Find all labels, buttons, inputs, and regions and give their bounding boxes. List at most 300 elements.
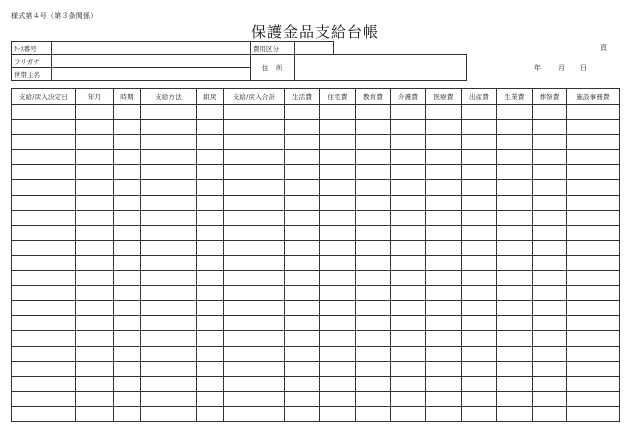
ledger-cell[interactable]	[224, 346, 285, 361]
ledger-cell[interactable]	[567, 120, 620, 135]
ledger-cell[interactable]	[426, 316, 462, 331]
ledger-cell[interactable]	[76, 271, 114, 286]
ledger-cell[interactable]	[497, 301, 533, 316]
ledger-cell[interactable]	[567, 271, 620, 286]
ledger-cell[interactable]	[462, 105, 497, 120]
ledger-cell[interactable]	[76, 255, 114, 270]
ledger-cell[interactable]	[76, 376, 114, 391]
ledger-cell[interactable]	[497, 195, 533, 210]
ledger-cell[interactable]	[114, 240, 141, 255]
ledger-cell[interactable]	[391, 376, 426, 391]
ledger-cell[interactable]	[533, 150, 567, 165]
ledger-cell[interactable]	[76, 240, 114, 255]
ledger-cell[interactable]	[533, 376, 567, 391]
ledger-cell[interactable]	[320, 105, 356, 120]
ledger-cell[interactable]	[12, 361, 76, 376]
ledger-cell[interactable]	[497, 361, 533, 376]
ledger-cell[interactable]	[224, 105, 285, 120]
ledger-cell[interactable]	[141, 240, 197, 255]
ledger-cell[interactable]	[224, 361, 285, 376]
ledger-cell[interactable]	[114, 195, 141, 210]
ledger-cell[interactable]	[224, 165, 285, 180]
ledger-cell[interactable]	[224, 180, 285, 195]
ledger-cell[interactable]	[114, 391, 141, 406]
ledger-cell[interactable]	[567, 165, 620, 180]
ledger-cell[interactable]	[285, 105, 320, 120]
ledger-cell[interactable]	[197, 120, 224, 135]
ledger-cell[interactable]	[462, 210, 497, 225]
ledger-cell[interactable]	[356, 286, 391, 301]
ledger-cell[interactable]	[567, 240, 620, 255]
ledger-cell[interactable]	[12, 346, 76, 361]
ledger-cell[interactable]	[197, 316, 224, 331]
ledger-cell[interactable]	[197, 210, 224, 225]
ledger-cell[interactable]	[426, 225, 462, 240]
ledger-cell[interactable]	[391, 255, 426, 270]
ledger-cell[interactable]	[114, 376, 141, 391]
ledger-cell[interactable]	[12, 210, 76, 225]
ledger-cell[interactable]	[497, 135, 533, 150]
ledger-cell[interactable]	[356, 331, 391, 346]
ledger-cell[interactable]	[76, 180, 114, 195]
ledger-cell[interactable]	[462, 391, 497, 406]
ledger-cell[interactable]	[426, 301, 462, 316]
ledger-cell[interactable]	[567, 376, 620, 391]
ledger-cell[interactable]	[224, 240, 285, 255]
ledger-cell[interactable]	[533, 165, 567, 180]
ledger-cell[interactable]	[320, 195, 356, 210]
ledger-cell[interactable]	[320, 180, 356, 195]
ledger-cell[interactable]	[391, 120, 426, 135]
ledger-cell[interactable]	[114, 331, 141, 346]
ledger-cell[interactable]	[426, 406, 462, 421]
ledger-cell[interactable]	[114, 316, 141, 331]
householder-name-field[interactable]	[52, 68, 251, 81]
ledger-cell[interactable]	[567, 135, 620, 150]
ledger-cell[interactable]	[12, 165, 76, 180]
ledger-cell[interactable]	[320, 240, 356, 255]
ledger-cell[interactable]	[497, 120, 533, 135]
ledger-cell[interactable]	[497, 150, 533, 165]
ledger-cell[interactable]	[224, 120, 285, 135]
ledger-cell[interactable]	[497, 286, 533, 301]
ledger-cell[interactable]	[391, 165, 426, 180]
ledger-cell[interactable]	[533, 105, 567, 120]
ledger-cell[interactable]	[533, 225, 567, 240]
ledger-cell[interactable]	[114, 150, 141, 165]
ledger-cell[interactable]	[533, 195, 567, 210]
ledger-cell[interactable]	[356, 225, 391, 240]
ledger-cell[interactable]	[12, 120, 76, 135]
ledger-cell[interactable]	[285, 165, 320, 180]
ledger-cell[interactable]	[76, 225, 114, 240]
ledger-cell[interactable]	[285, 240, 320, 255]
ledger-cell[interactable]	[462, 240, 497, 255]
ledger-cell[interactable]	[197, 150, 224, 165]
ledger-cell[interactable]	[197, 165, 224, 180]
ledger-cell[interactable]	[320, 255, 356, 270]
ledger-cell[interactable]	[76, 135, 114, 150]
ledger-cell[interactable]	[462, 406, 497, 421]
address-field[interactable]	[295, 55, 467, 81]
ledger-cell[interactable]	[285, 210, 320, 225]
ledger-cell[interactable]	[497, 346, 533, 361]
ledger-cell[interactable]	[567, 301, 620, 316]
ledger-cell[interactable]	[567, 331, 620, 346]
ledger-cell[interactable]	[567, 286, 620, 301]
ledger-cell[interactable]	[391, 240, 426, 255]
ledger-cell[interactable]	[197, 406, 224, 421]
ledger-cell[interactable]	[285, 180, 320, 195]
ledger-cell[interactable]	[426, 255, 462, 270]
ledger-cell[interactable]	[567, 316, 620, 331]
ledger-cell[interactable]	[426, 165, 462, 180]
ledger-cell[interactable]	[391, 150, 426, 165]
ledger-cell[interactable]	[224, 391, 285, 406]
ledger-cell[interactable]	[224, 316, 285, 331]
ledger-cell[interactable]	[114, 286, 141, 301]
ledger-cell[interactable]	[391, 105, 426, 120]
ledger-cell[interactable]	[533, 180, 567, 195]
ledger-cell[interactable]	[12, 225, 76, 240]
ledger-cell[interactable]	[141, 225, 197, 240]
ledger-cell[interactable]	[356, 376, 391, 391]
ledger-cell[interactable]	[391, 331, 426, 346]
ledger-cell[interactable]	[356, 316, 391, 331]
ledger-cell[interactable]	[285, 120, 320, 135]
ledger-cell[interactable]	[320, 391, 356, 406]
ledger-cell[interactable]	[356, 346, 391, 361]
ledger-cell[interactable]	[320, 331, 356, 346]
ledger-cell[interactable]	[462, 346, 497, 361]
ledger-cell[interactable]	[391, 316, 426, 331]
ledger-cell[interactable]	[285, 376, 320, 391]
ledger-cell[interactable]	[114, 271, 141, 286]
ledger-cell[interactable]	[320, 165, 356, 180]
ledger-cell[interactable]	[320, 120, 356, 135]
ledger-cell[interactable]	[462, 286, 497, 301]
ledger-cell[interactable]	[141, 316, 197, 331]
ledger-cell[interactable]	[533, 391, 567, 406]
ledger-cell[interactable]	[356, 361, 391, 376]
ledger-cell[interactable]	[567, 195, 620, 210]
ledger-cell[interactable]	[12, 105, 76, 120]
ledger-cell[interactable]	[12, 331, 76, 346]
ledger-cell[interactable]	[533, 120, 567, 135]
ledger-cell[interactable]	[567, 346, 620, 361]
ledger-cell[interactable]	[567, 391, 620, 406]
ledger-cell[interactable]	[462, 316, 497, 331]
ledger-cell[interactable]	[426, 210, 462, 225]
ledger-cell[interactable]	[285, 195, 320, 210]
ledger-cell[interactable]	[76, 105, 114, 120]
ledger-cell[interactable]	[12, 376, 76, 391]
ledger-cell[interactable]	[12, 286, 76, 301]
ledger-cell[interactable]	[533, 301, 567, 316]
ledger-cell[interactable]	[285, 135, 320, 150]
ledger-cell[interactable]	[141, 361, 197, 376]
ledger-cell[interactable]	[197, 135, 224, 150]
ledger-cell[interactable]	[197, 286, 224, 301]
ledger-cell[interactable]	[497, 406, 533, 421]
ledger-cell[interactable]	[114, 346, 141, 361]
ledger-cell[interactable]	[285, 361, 320, 376]
ledger-cell[interactable]	[320, 225, 356, 240]
ledger-cell[interactable]	[76, 150, 114, 165]
ledger-cell[interactable]	[141, 346, 197, 361]
ledger-cell[interactable]	[497, 271, 533, 286]
ledger-cell[interactable]	[285, 255, 320, 270]
case-number-field[interactable]	[52, 42, 251, 55]
ledger-cell[interactable]	[197, 391, 224, 406]
ledger-cell[interactable]	[141, 391, 197, 406]
ledger-cell[interactable]	[533, 240, 567, 255]
ledger-cell[interactable]	[426, 376, 462, 391]
ledger-cell[interactable]	[76, 286, 114, 301]
ledger-cell[interactable]	[497, 225, 533, 240]
ledger-cell[interactable]	[141, 255, 197, 270]
ledger-cell[interactable]	[533, 286, 567, 301]
ledger-cell[interactable]	[197, 255, 224, 270]
ledger-cell[interactable]	[462, 301, 497, 316]
ledger-cell[interactable]	[320, 150, 356, 165]
ledger-cell[interactable]	[285, 406, 320, 421]
ledger-cell[interactable]	[356, 391, 391, 406]
ledger-cell[interactable]	[224, 210, 285, 225]
ledger-cell[interactable]	[320, 271, 356, 286]
ledger-cell[interactable]	[391, 391, 426, 406]
ledger-cell[interactable]	[141, 301, 197, 316]
ledger-cell[interactable]	[567, 150, 620, 165]
ledger-cell[interactable]	[391, 225, 426, 240]
ledger-cell[interactable]	[533, 255, 567, 270]
ledger-cell[interactable]	[76, 210, 114, 225]
ledger-cell[interactable]	[391, 406, 426, 421]
ledger-cell[interactable]	[12, 180, 76, 195]
ledger-cell[interactable]	[114, 165, 141, 180]
ledger-cell[interactable]	[567, 210, 620, 225]
ledger-cell[interactable]	[285, 286, 320, 301]
ledger-cell[interactable]	[462, 376, 497, 391]
ledger-cell[interactable]	[497, 210, 533, 225]
ledger-cell[interactable]	[76, 120, 114, 135]
ledger-cell[interactable]	[426, 180, 462, 195]
ledger-cell[interactable]	[356, 195, 391, 210]
ledger-cell[interactable]	[533, 331, 567, 346]
ledger-cell[interactable]	[285, 346, 320, 361]
ledger-cell[interactable]	[426, 391, 462, 406]
ledger-cell[interactable]	[391, 346, 426, 361]
ledger-cell[interactable]	[497, 180, 533, 195]
ledger-cell[interactable]	[426, 105, 462, 120]
ledger-cell[interactable]	[197, 376, 224, 391]
ledger-cell[interactable]	[426, 271, 462, 286]
ledger-cell[interactable]	[356, 301, 391, 316]
ledger-cell[interactable]	[141, 180, 197, 195]
ledger-cell[interactable]	[197, 361, 224, 376]
ledger-cell[interactable]	[197, 346, 224, 361]
ledger-cell[interactable]	[285, 271, 320, 286]
ledger-cell[interactable]	[285, 316, 320, 331]
ledger-cell[interactable]	[356, 210, 391, 225]
ledger-cell[interactable]	[356, 180, 391, 195]
ledger-cell[interactable]	[114, 361, 141, 376]
ledger-cell[interactable]	[320, 135, 356, 150]
ledger-cell[interactable]	[141, 286, 197, 301]
ledger-cell[interactable]	[197, 180, 224, 195]
ledger-cell[interactable]	[141, 120, 197, 135]
ledger-cell[interactable]	[114, 210, 141, 225]
ledger-cell[interactable]	[567, 105, 620, 120]
ledger-cell[interactable]	[285, 150, 320, 165]
ledger-cell[interactable]	[141, 406, 197, 421]
ledger-cell[interactable]	[197, 225, 224, 240]
ledger-cell[interactable]	[533, 316, 567, 331]
ledger-cell[interactable]	[76, 346, 114, 361]
ledger-cell[interactable]	[285, 301, 320, 316]
ledger-cell[interactable]	[320, 346, 356, 361]
ledger-cell[interactable]	[391, 286, 426, 301]
ledger-cell[interactable]	[114, 135, 141, 150]
ledger-cell[interactable]	[12, 271, 76, 286]
ledger-cell[interactable]	[12, 195, 76, 210]
ledger-cell[interactable]	[224, 135, 285, 150]
ledger-cell[interactable]	[141, 150, 197, 165]
ledger-cell[interactable]	[114, 180, 141, 195]
ledger-cell[interactable]	[141, 135, 197, 150]
ledger-cell[interactable]	[114, 120, 141, 135]
ledger-cell[interactable]	[533, 135, 567, 150]
ledger-cell[interactable]	[12, 391, 76, 406]
ledger-cell[interactable]	[76, 316, 114, 331]
ledger-cell[interactable]	[567, 225, 620, 240]
ledger-cell[interactable]	[497, 240, 533, 255]
ledger-cell[interactable]	[285, 331, 320, 346]
ledger-cell[interactable]	[141, 165, 197, 180]
ledger-cell[interactable]	[356, 105, 391, 120]
ledger-cell[interactable]	[12, 316, 76, 331]
ledger-cell[interactable]	[114, 225, 141, 240]
ledger-cell[interactable]	[224, 286, 285, 301]
ledger-cell[interactable]	[197, 271, 224, 286]
ledger-cell[interactable]	[320, 376, 356, 391]
ledger-cell[interactable]	[76, 361, 114, 376]
ledger-cell[interactable]	[114, 105, 141, 120]
ledger-cell[interactable]	[426, 240, 462, 255]
ledger-cell[interactable]	[462, 271, 497, 286]
ledger-cell[interactable]	[356, 165, 391, 180]
ledger-cell[interactable]	[391, 135, 426, 150]
ledger-cell[interactable]	[12, 301, 76, 316]
ledger-cell[interactable]	[197, 331, 224, 346]
ledger-cell[interactable]	[141, 376, 197, 391]
ledger-cell[interactable]	[567, 180, 620, 195]
ledger-cell[interactable]	[426, 361, 462, 376]
ledger-cell[interactable]	[12, 150, 76, 165]
ledger-cell[interactable]	[224, 301, 285, 316]
ledger-cell[interactable]	[285, 225, 320, 240]
ledger-cell[interactable]	[426, 331, 462, 346]
ledger-cell[interactable]	[356, 406, 391, 421]
ledger-cell[interactable]	[76, 406, 114, 421]
ledger-cell[interactable]	[426, 286, 462, 301]
ledger-cell[interactable]	[391, 271, 426, 286]
ledger-cell[interactable]	[114, 301, 141, 316]
ledger-cell[interactable]	[391, 195, 426, 210]
ledger-cell[interactable]	[426, 346, 462, 361]
ledger-cell[interactable]	[197, 195, 224, 210]
ledger-cell[interactable]	[462, 225, 497, 240]
ledger-cell[interactable]	[533, 271, 567, 286]
ledger-cell[interactable]	[12, 135, 76, 150]
ledger-cell[interactable]	[567, 361, 620, 376]
ledger-cell[interactable]	[197, 301, 224, 316]
ledger-cell[interactable]	[114, 255, 141, 270]
ledger-cell[interactable]	[497, 165, 533, 180]
ledger-cell[interactable]	[497, 376, 533, 391]
ledger-cell[interactable]	[391, 361, 426, 376]
ledger-cell[interactable]	[285, 391, 320, 406]
ledger-cell[interactable]	[320, 406, 356, 421]
ledger-cell[interactable]	[426, 135, 462, 150]
ledger-cell[interactable]	[356, 271, 391, 286]
ledger-cell[interactable]	[533, 346, 567, 361]
ledger-cell[interactable]	[462, 135, 497, 150]
ledger-cell[interactable]	[12, 255, 76, 270]
ledger-cell[interactable]	[391, 180, 426, 195]
ledger-cell[interactable]	[76, 165, 114, 180]
ledger-cell[interactable]	[567, 255, 620, 270]
ledger-cell[interactable]	[141, 331, 197, 346]
ledger-cell[interactable]	[462, 180, 497, 195]
ledger-cell[interactable]	[356, 240, 391, 255]
ledger-cell[interactable]	[224, 150, 285, 165]
ledger-cell[interactable]	[426, 150, 462, 165]
expense-category-field[interactable]	[295, 42, 334, 55]
ledger-cell[interactable]	[141, 195, 197, 210]
ledger-cell[interactable]	[391, 301, 426, 316]
ledger-cell[interactable]	[497, 255, 533, 270]
ledger-cell[interactable]	[197, 240, 224, 255]
ledger-cell[interactable]	[356, 135, 391, 150]
ledger-cell[interactable]	[320, 316, 356, 331]
ledger-cell[interactable]	[462, 165, 497, 180]
ledger-cell[interactable]	[12, 240, 76, 255]
ledger-cell[interactable]	[533, 406, 567, 421]
ledger-cell[interactable]	[224, 271, 285, 286]
ledger-cell[interactable]	[76, 391, 114, 406]
ledger-cell[interactable]	[462, 361, 497, 376]
ledger-cell[interactable]	[497, 316, 533, 331]
ledger-cell[interactable]	[76, 301, 114, 316]
ledger-cell[interactable]	[497, 391, 533, 406]
ledger-cell[interactable]	[197, 105, 224, 120]
ledger-cell[interactable]	[224, 225, 285, 240]
ledger-cell[interactable]	[533, 210, 567, 225]
ledger-cell[interactable]	[224, 406, 285, 421]
ledger-cell[interactable]	[320, 286, 356, 301]
ledger-cell[interactable]	[462, 195, 497, 210]
ledger-cell[interactable]	[497, 331, 533, 346]
ledger-cell[interactable]	[320, 301, 356, 316]
ledger-cell[interactable]	[141, 105, 197, 120]
ledger-cell[interactable]	[76, 331, 114, 346]
ledger-cell[interactable]	[356, 120, 391, 135]
ledger-cell[interactable]	[224, 331, 285, 346]
ledger-cell[interactable]	[533, 361, 567, 376]
ledger-cell[interactable]	[391, 210, 426, 225]
ledger-cell[interactable]	[462, 120, 497, 135]
